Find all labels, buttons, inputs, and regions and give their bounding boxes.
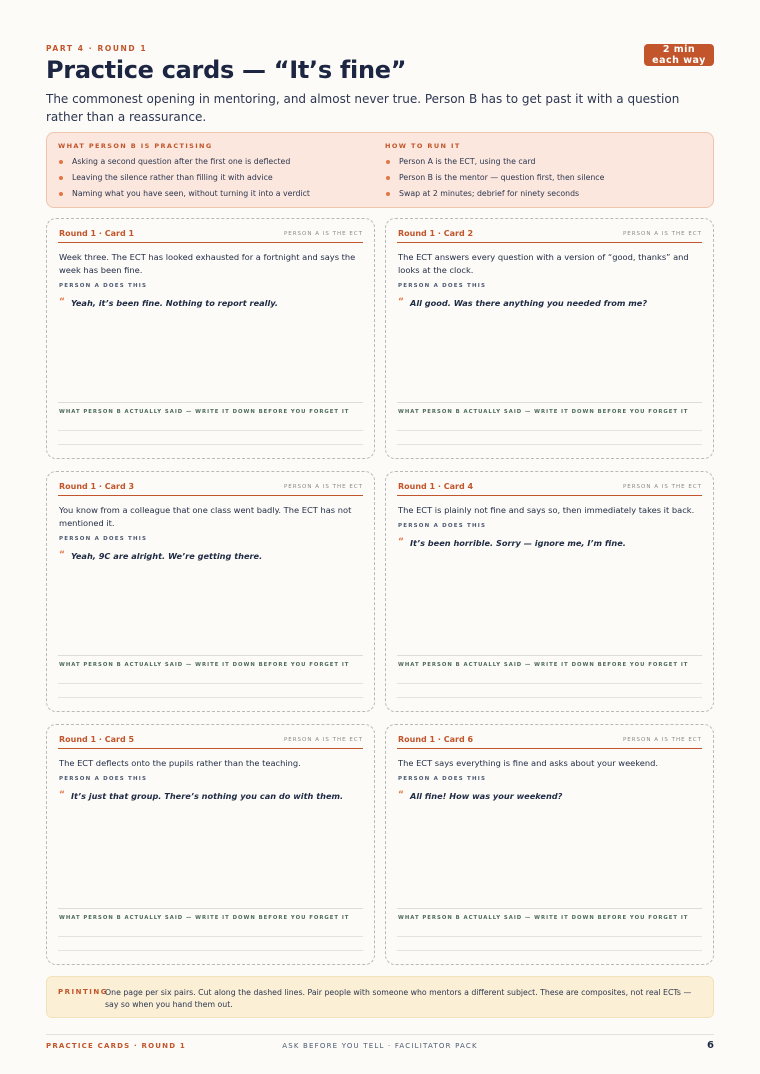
howto-item: Person A is the ECT, using the card: [385, 157, 604, 173]
practising-heading: WHAT PERSON B IS PRACTISING: [58, 142, 213, 150]
does-label: PERSON A DOES THIS: [398, 283, 487, 289]
card-title: Round 1 · Card 1: [59, 229, 135, 238]
scenario-text: Week three. The ECT has looked exhausted for a fortnight and says the week has been fine.: [59, 252, 356, 275]
write-line: [58, 430, 363, 431]
write-line: [397, 444, 702, 445]
said-label: WHAT PERSON B ACTUALLY SAID — WRITE IT DOWN BEFORE YOU FORGET IT: [398, 915, 689, 921]
page-number: 6: [707, 1040, 714, 1051]
write-line: [397, 936, 702, 937]
page-subtitle: The commonest opening in mentoring, and almost never true. Person B has to get past it with a question rather than a reassurance.: [46, 92, 680, 124]
howto-item: Swap at 2 minutes; debrief for ninety seconds: [385, 189, 604, 205]
card-role: PERSON A IS THE ECT: [283, 737, 363, 743]
card-title: Round 1 · Card 3: [59, 482, 135, 491]
card-role: PERSON A IS THE ECT: [283, 231, 363, 237]
card-scenario: [398, 251, 699, 310]
divider: [397, 908, 702, 909]
time-badge-line1: 2 min: [662, 44, 696, 55]
card-scenario: [398, 757, 699, 803]
card-role: PERSON A IS THE ECT: [622, 737, 702, 743]
does-label: PERSON A DOES THIS: [59, 283, 148, 289]
write-line: [58, 950, 363, 951]
card-header: [397, 481, 702, 496]
scenario-text: The ECT answers every question with a version of “good, thanks” and looks at the clock.: [398, 252, 689, 275]
card-role: PERSON A IS THE ECT: [622, 231, 702, 237]
printing-text: One page per six pairs. Cut along the dashed lines. Pair people with someone who mentors a different subject. These are composites, not real ECTs — say so when you hand them out.: [105, 988, 692, 1009]
card-quote: “ It’s been horrible. Sorry — ignore me, I’m fine.: [398, 537, 699, 550]
practice-summary-box: [46, 132, 714, 208]
printing-note: [46, 976, 714, 1018]
time-badge-line2: each way: [652, 55, 706, 66]
section-eyebrow: PART 4 · ROUND 1: [46, 44, 148, 53]
card-title: Round 1 · Card 5: [59, 735, 135, 744]
write-line: [58, 936, 363, 937]
scenario-text: The ECT says everything is fine and asks about your weekend.: [398, 758, 659, 768]
howto-heading: HOW TO RUN IT: [385, 142, 461, 150]
page-title: Practice cards — “It’s fine”: [46, 56, 407, 84]
scenario-text: The ECT deflects onto the pupils rather than the teaching.: [59, 758, 301, 768]
printing-label: PRINTING: [58, 988, 108, 996]
card-title: Round 1 · Card 4: [398, 482, 474, 491]
does-label: PERSON A DOES THIS: [59, 536, 148, 542]
write-line: [397, 697, 702, 698]
divider: [397, 402, 702, 403]
card-scenario: [59, 504, 360, 563]
card-quote: “ All fine! How was your weekend?: [398, 790, 699, 803]
practising-column: [58, 142, 310, 205]
said-label: WHAT PERSON B ACTUALLY SAID — WRITE IT DOWN BEFORE YOU FORGET IT: [398, 662, 689, 668]
said-label: WHAT PERSON B ACTUALLY SAID — WRITE IT DOWN BEFORE YOU FORGET IT: [398, 409, 689, 415]
divider: [58, 402, 363, 403]
said-label: WHAT PERSON B ACTUALLY SAID — WRITE IT DOWN BEFORE YOU FORGET IT: [59, 662, 350, 668]
practice-card-3: [46, 471, 375, 712]
card-header: [397, 228, 702, 243]
does-label: PERSON A DOES THIS: [398, 776, 487, 782]
scenario-text: You know from a colleague that one class went badly. The ECT has not mentioned it.: [59, 505, 352, 528]
card-title: Round 1 · Card 6: [398, 735, 474, 744]
practising-item: Leaving the silence rather than filling it with advice: [58, 173, 310, 189]
footer-pack-title: ASK BEFORE YOU TELL · FACILITATOR PACK: [282, 1042, 478, 1050]
card-header: [58, 481, 363, 496]
practice-card-4: [385, 471, 714, 712]
said-label: WHAT PERSON B ACTUALLY SAID — WRITE IT DOWN BEFORE YOU FORGET IT: [59, 409, 350, 415]
card-role: PERSON A IS THE ECT: [622, 484, 702, 490]
card-title: Round 1 · Card 2: [398, 229, 474, 238]
practice-card-2: [385, 218, 714, 459]
divider: [58, 908, 363, 909]
said-label: WHAT PERSON B ACTUALLY SAID — WRITE IT DOWN BEFORE YOU FORGET IT: [59, 915, 350, 921]
card-quote: “ Yeah, 9C are alright. We’re getting there.: [59, 550, 360, 563]
practising-item: Naming what you have seen, without turning it into a verdict: [58, 189, 310, 205]
write-line: [58, 444, 363, 445]
write-line: [58, 697, 363, 698]
card-header: [58, 734, 363, 749]
card-scenario: [59, 251, 360, 310]
write-line: [397, 430, 702, 431]
does-label: PERSON A DOES THIS: [398, 523, 487, 529]
write-line: [397, 950, 702, 951]
card-quote: “ Yeah, it’s been fine. Nothing to report really.: [59, 297, 360, 310]
does-label: PERSON A DOES THIS: [59, 776, 148, 782]
footer-section: PRACTICE CARDS · ROUND 1: [46, 1042, 186, 1050]
card-scenario: [398, 504, 699, 550]
card-header: [58, 228, 363, 243]
practice-card-1: [46, 218, 375, 459]
card-scenario: [59, 757, 360, 803]
card-quote: “ It’s just that group. There’s nothing you can do with them.: [59, 790, 360, 803]
practice-card-6: [385, 724, 714, 965]
card-header: [397, 734, 702, 749]
scenario-text: The ECT is plainly not fine and says so, then immediately takes it back.: [398, 505, 695, 515]
howto-column: [385, 142, 604, 205]
howto-item: Person B is the mentor — question first, then silence: [385, 173, 604, 189]
practising-item: Asking a second question after the first one is deflected: [58, 157, 310, 173]
time-badge: [644, 44, 714, 66]
write-line: [397, 683, 702, 684]
card-quote: “ All good. Was there anything you needed from me?: [398, 297, 699, 310]
footer-divider: [46, 1034, 714, 1035]
write-line: [58, 683, 363, 684]
card-role: PERSON A IS THE ECT: [283, 484, 363, 490]
practice-card-5: [46, 724, 375, 965]
divider: [397, 655, 702, 656]
divider: [58, 655, 363, 656]
